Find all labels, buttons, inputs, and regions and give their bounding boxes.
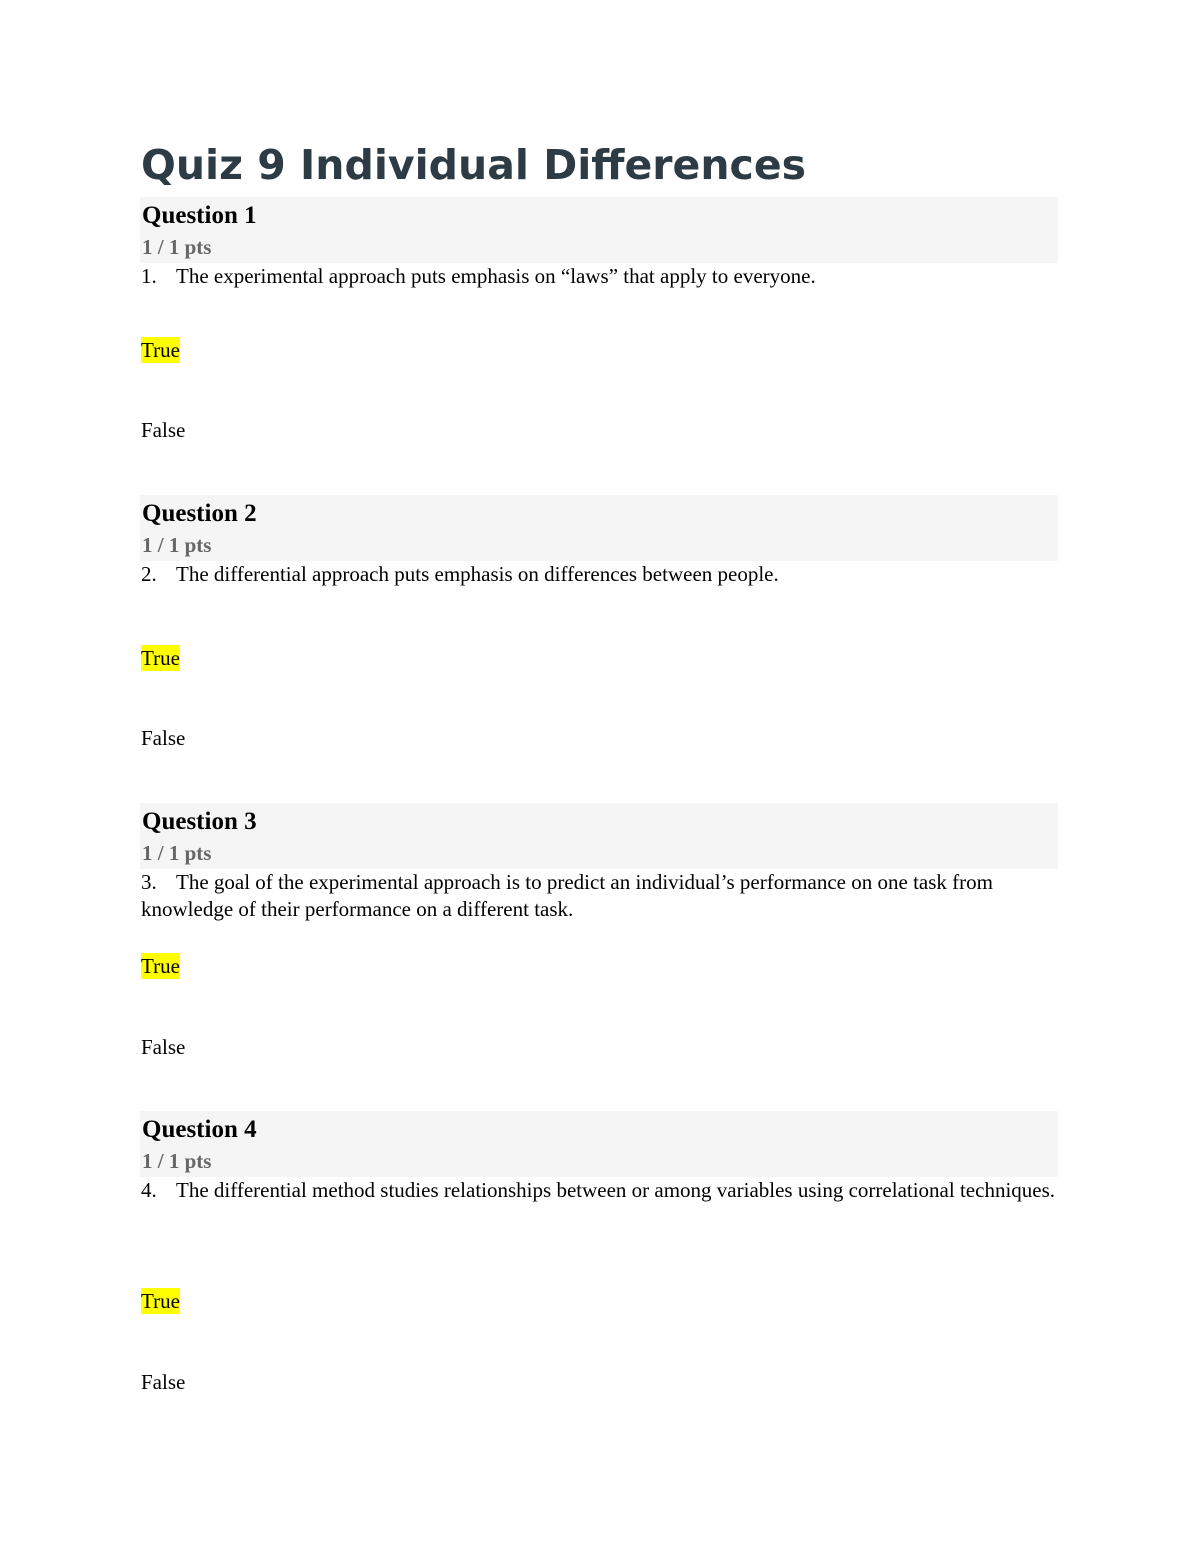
question-heading: Question 3: [142, 808, 257, 835]
question-text: [141, 869, 1059, 923]
question-text: [141, 263, 1059, 290]
question-header: [140, 197, 1058, 263]
answer-option-true[interactable]: True: [141, 338, 180, 362]
answer-option-false[interactable]: False: [141, 726, 186, 750]
question-text: [141, 1177, 1059, 1204]
question-heading: Question 4: [142, 1116, 257, 1143]
question-points: 1 / 1 pts: [142, 1149, 212, 1173]
question-points: 1 / 1 pts: [142, 235, 212, 259]
question-number: 3.: [141, 870, 157, 894]
question-prompt: The goal of the experimental approach is to predict an individual’s performance on one task from knowledge of their performance on a different task.: [141, 870, 993, 921]
question-heading: Question 2: [142, 500, 257, 527]
question-header: [140, 803, 1058, 869]
question-points: 1 / 1 pts: [142, 841, 212, 865]
question-number: 1.: [141, 264, 157, 288]
answer-option-true[interactable]: True: [141, 646, 180, 670]
question-number: 4.: [141, 1178, 157, 1202]
answer-option-true[interactable]: True: [141, 1289, 180, 1313]
question-points: 1 / 1 pts: [142, 533, 212, 557]
page-title: Quiz 9 Individual Differences: [141, 141, 807, 189]
question-prompt: The differential approach puts emphasis on differences between people.: [176, 562, 779, 586]
question-header: [140, 495, 1058, 561]
question-number: 2.: [141, 562, 157, 586]
question-header: [140, 1111, 1058, 1177]
question-prompt: The experimental approach puts emphasis on “laws” that apply to everyone.: [176, 264, 816, 288]
question-text: [141, 561, 1059, 588]
answer-option-true[interactable]: True: [141, 954, 180, 978]
answer-option-false[interactable]: False: [141, 418, 186, 442]
answer-option-false[interactable]: False: [141, 1370, 186, 1394]
answer-option-false[interactable]: False: [141, 1035, 186, 1059]
question-heading: Question 1: [142, 202, 257, 229]
question-prompt: The differential method studies relationships between or among variables using correlational techniques.: [176, 1178, 1056, 1202]
